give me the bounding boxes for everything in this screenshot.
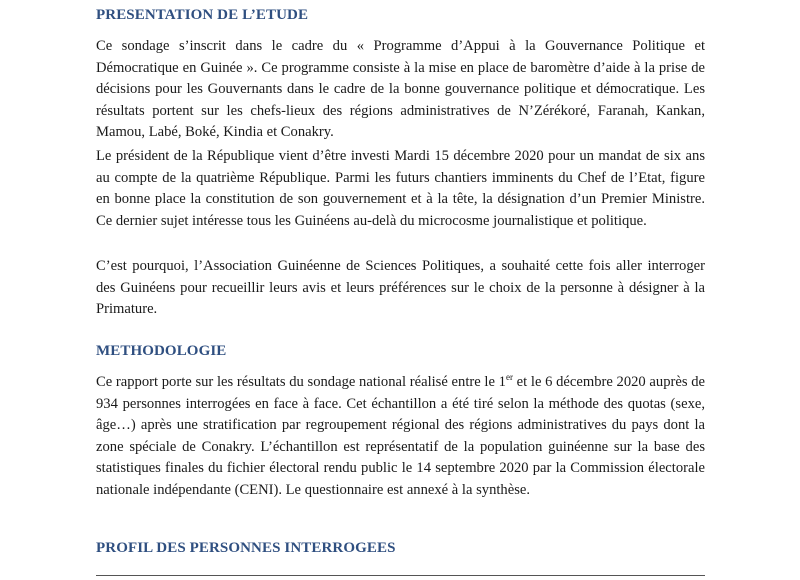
paragraph-presentation-1: Ce sondage s’inscrit dans le cadre du « Programme d’Appui à la Gouvernance Politique et Démocratique en Guinée ». Ce programme consiste à la mise en place de baromètre d’aide à la prise de décisions pour les Gouvernants dans le cadre de la bonne gouvernance politique et démocratique. Les résultats portent sur les chefs-lieux des régions administratives de N’Zérékoré, Faranah, Kankan, Mamou, Labé, Boké, Kindia et Conakry. (96, 38, 705, 140)
cut-off-table-border (96, 575, 705, 576)
superscript-er: er (505, 372, 513, 382)
paragraph-presentation-3: C’est pourquoi, l’Association Guinéenne de Sciences Politiques, a souhaité cette fois aller interroger des Guinéens pour recueillir leurs avis et leurs préférences sur le choix de la personne à désigner à la Primature. (96, 258, 705, 317)
methodologie-text-end: et le 6 décembre 2020 auprès de 934 personnes interrogées en face à face. Cet échantillon a été tiré selon la méthode des quotas (sexe, âge…) après une stratification par regroupement régional des régions administratives du pays dont la zone spéciale de Conakry. L’échantillon est représentatif de la population guinéenne sur la base des statistiques finales du fichier électoral rendu public le 14 septembre 2020 par la Commission électorale nationale indépendante (CENI). Le questionnaire est annexé à la synthèse. (96, 374, 705, 498)
heading-methodologie: METHODOLOGIE (96, 343, 227, 359)
heading-presentation: PRESENTATION DE L’ETUDE (96, 7, 309, 23)
paragraph-presentation-2: Le président de la République vient d’être investi Mardi 15 décembre 2020 pour un mandat de six ans au compte de la quatrième République. Parmi les futurs chantiers imminents du Chef de l’Etat, figure en bonne place la constitution de son gouvernement et à la tête, la désignation d’un Premier Ministre. Ce dernier sujet intéresse tous les Guinéens au-delà du microcosme journalistique et politique. (96, 148, 705, 229)
paragraph-methodologie (96, 372, 705, 501)
methodologie-text-start: Ce rapport porte sur les résultats du sondage national réalisé entre le 1 (96, 374, 506, 390)
heading-profil: PROFIL DES PERSONNES INTERROGEES (96, 540, 396, 556)
